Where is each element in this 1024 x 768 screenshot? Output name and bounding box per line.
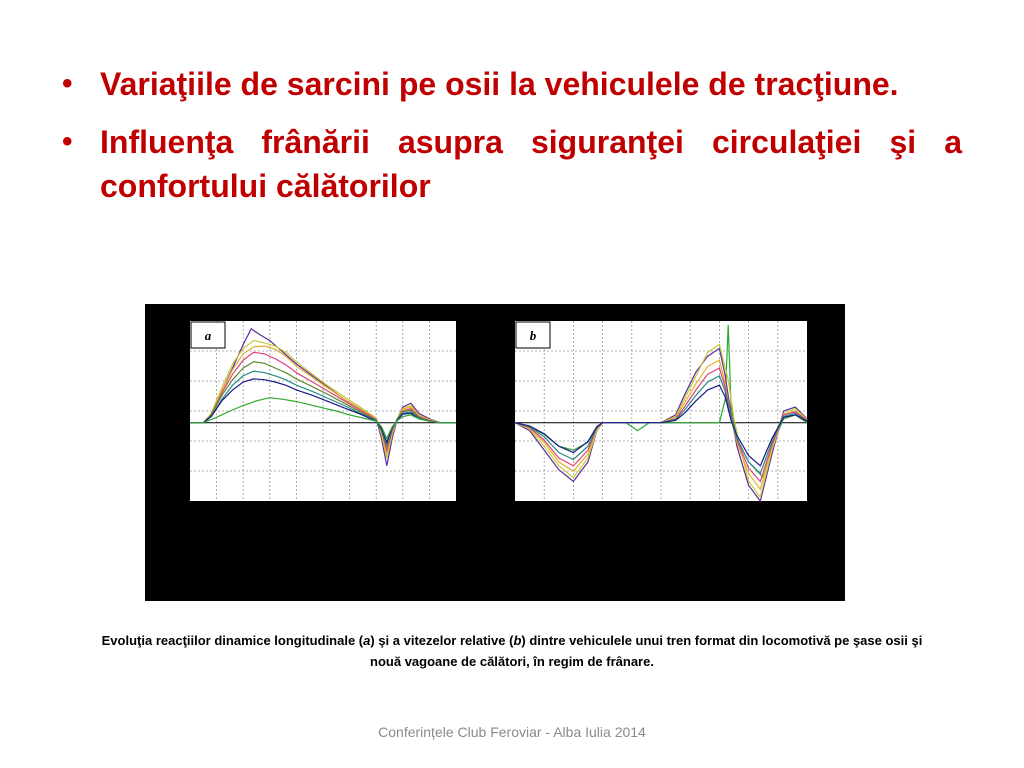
bullet-item bbox=[58, 62, 962, 106]
footer: Conferințele Club Feroviar - Alba Iulia 2014 bbox=[378, 724, 646, 740]
figure-charts bbox=[145, 304, 845, 601]
panel-label: b bbox=[529, 328, 537, 343]
caption-text-end: ) dintre vehiculele unui tren format din locomotivă pe şase osii şi nouă vagoane de călători, în regim de frânare. bbox=[370, 633, 923, 669]
bullet-text: Variaţiile de sarcini pe osii la vehiculele de tracţiune. bbox=[100, 66, 899, 102]
bullet-item bbox=[58, 120, 962, 208]
bullet-text: Influenţa frânării asupra siguranţei circulaţiei şi a confortului călătorilor bbox=[100, 124, 962, 204]
chart-panel-b bbox=[515, 321, 807, 501]
figure-caption bbox=[100, 630, 924, 672]
caption-text-start: Evoluţia reacţiilor dinamice longitudinale ( bbox=[101, 633, 364, 648]
caption-text-middle: ) şi a vitezelor relative ( bbox=[370, 633, 514, 648]
bullet-marker: • bbox=[62, 125, 73, 158]
caption-label-b: b bbox=[513, 633, 522, 648]
chart-panel-a bbox=[190, 321, 456, 501]
caption-label-a: a bbox=[363, 633, 371, 648]
panel-label: a bbox=[204, 328, 212, 343]
bullet-list bbox=[58, 62, 962, 222]
figure bbox=[145, 304, 845, 601]
bullet-marker: • bbox=[62, 67, 73, 100]
